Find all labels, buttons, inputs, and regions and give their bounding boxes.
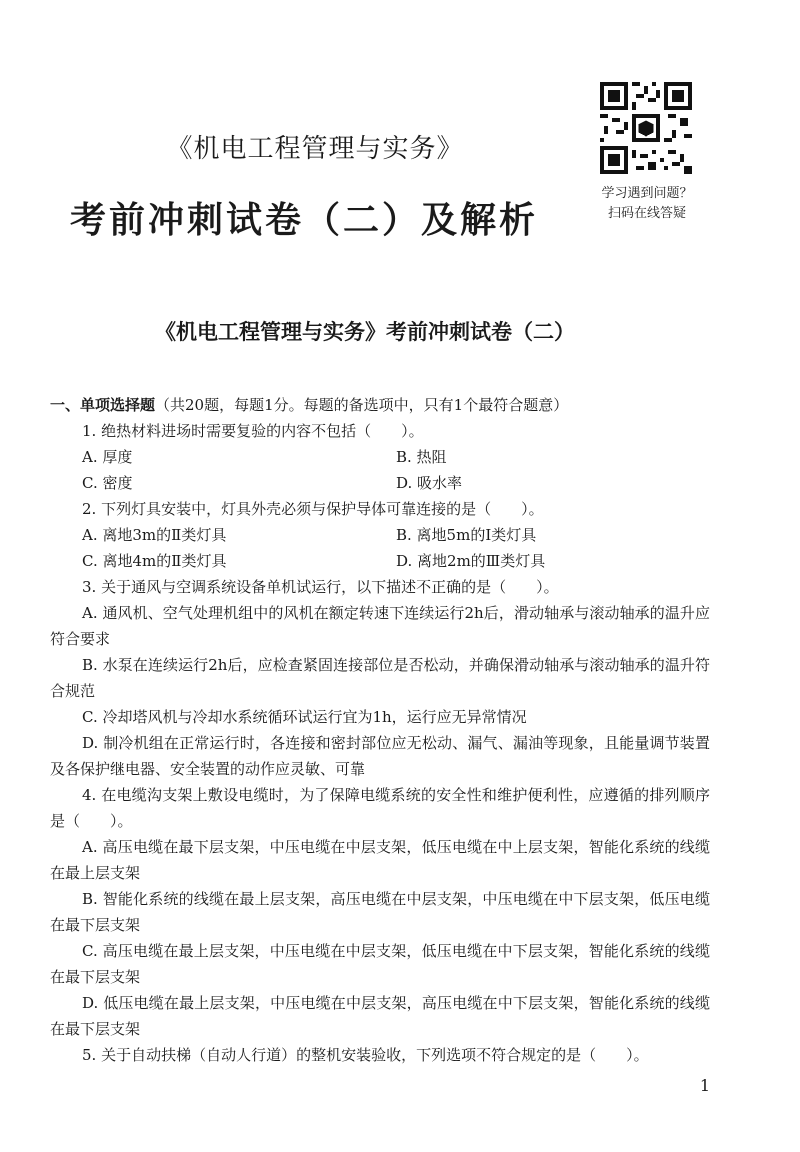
- option: A. 通风机、空气处理机组中的风机在额定转速下连续运行2h后，滑动轴承与滚动轴承的温升应符合要求: [50, 604, 710, 648]
- option: C. 离地4m的Ⅱ类灯具: [82, 552, 227, 570]
- question-stem: 3. 关于通风与空调系统设备单机试运行，以下描述不正确的是（ ）。: [82, 578, 559, 596]
- qr-code-icon[interactable]: [600, 82, 692, 174]
- question-stem: 5. 关于自动扶梯（自动人行道）的整机安装验收，下列选项不符合规定的是（ ）。: [82, 1046, 649, 1064]
- option: B. 离地5m的Ⅰ类灯具: [396, 526, 537, 544]
- option-row: [50, 470, 710, 496]
- page-number: 1: [699, 1076, 710, 1095]
- option-row: [50, 444, 710, 470]
- option: D. 离地2m的Ⅲ类灯具: [396, 552, 546, 570]
- qr-caption: [582, 184, 712, 224]
- section-description: （共20题，每题1分。每题的备选项中，只有1个最符合题意）: [155, 396, 569, 414]
- question-stem: 1. 绝热材料进场时需要复验的内容不包括（ ）。: [82, 422, 424, 440]
- option: C. 密度: [82, 474, 133, 492]
- book-title: 《机电工程管理与实务》: [166, 134, 464, 164]
- option: A. 厚度: [82, 448, 133, 466]
- question-stem: 4. 在电缆沟支架上敷设电缆时，为了保障电缆系统的安全性和维护便利性，应遵循的排列顺序是（ ）。: [50, 786, 710, 830]
- option-row: [50, 548, 710, 574]
- qr-caption-line1: 学习遇到问题？: [601, 186, 693, 201]
- question-stem: 2. 下列灯具安装中，灯具外壳必须与保护导体可靠连接的是（ ）。: [82, 500, 544, 518]
- option: B. 智能化系统的线缆在最上层支架，高压电缆在中层支架，中压电缆在中下层支架，低压电缆在最下层支架: [50, 890, 710, 934]
- option: B. 热阻: [396, 448, 447, 466]
- paper-subtitle: 《机电工程管理与实务》考前冲刺试卷（二）: [155, 319, 575, 344]
- option: D. 制冷机组在正常运行时，各连接和密封部位应无松动、漏气、漏油等现象，且能量调节装置及各保护继电器、安全装置的动作应灵敏、可靠: [50, 734, 710, 778]
- option: D. 吸水率: [396, 474, 463, 492]
- question-body: [50, 392, 710, 1068]
- qr-caption-line2: 扫码在线答疑: [607, 206, 686, 221]
- section-heading: [50, 392, 710, 418]
- paper-title: 考前冲刺试卷（二）及解析: [70, 200, 539, 241]
- section-label: 一、单项选择题: [50, 396, 156, 414]
- option: A. 离地3m的Ⅱ类灯具: [82, 526, 227, 544]
- option-row: [50, 522, 710, 548]
- option: C. 高压电缆在最上层支架，中压电缆在中层支架，低压电缆在中下层支架，智能化系统的线缆在最下层支架: [50, 942, 710, 986]
- option: C. 冷却塔风机与冷却水系统循环试运行宜为1h，运行应无异常情况: [82, 708, 527, 726]
- option: A. 高压电缆在最下层支架，中压电缆在中层支架，低压电缆在中上层支架，智能化系统的线缆在最上层支架: [50, 838, 710, 882]
- option: B. 水泵在连续运行2h后，应检查紧固连接部位是否松动，并确保滑动轴承与滚动轴承的温升符合规范: [50, 656, 710, 700]
- option: D. 低压电缆在最上层支架，中压电缆在中层支架，高压电缆在中下层支架，智能化系统的线缆在最下层支架: [50, 994, 710, 1038]
